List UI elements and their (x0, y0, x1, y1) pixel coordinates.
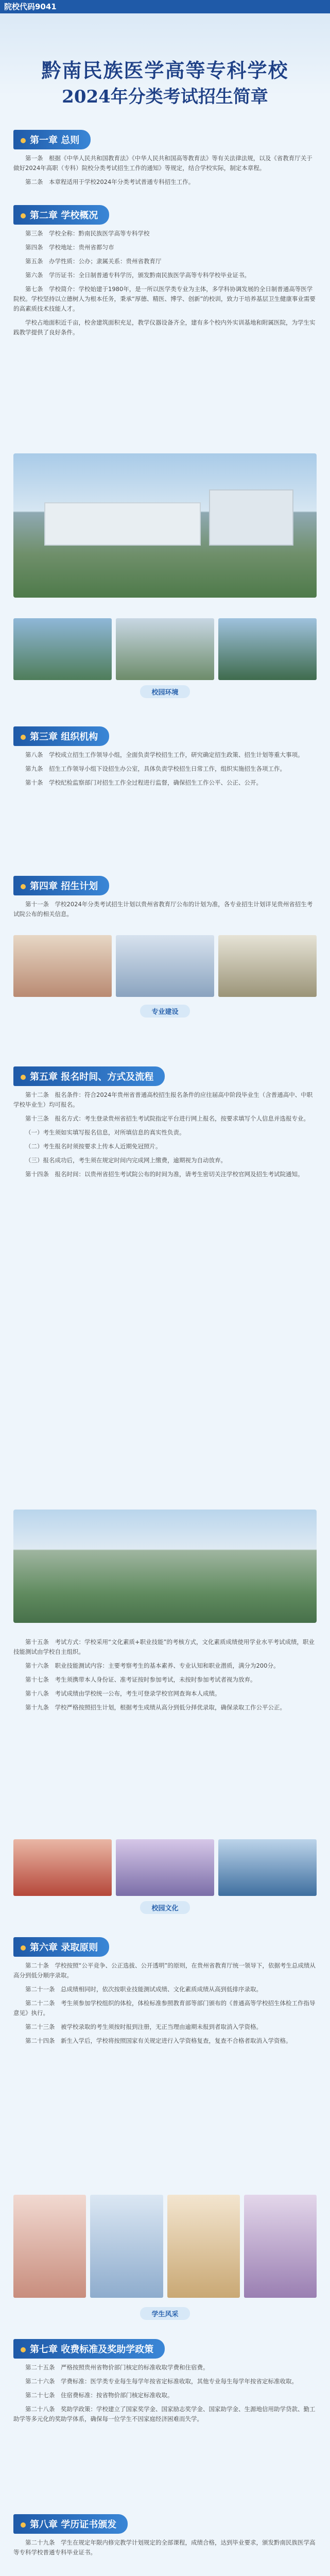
caption-students (0, 2307, 330, 2320)
chapter-3 (13, 726, 317, 788)
thumbnail (218, 935, 317, 997)
chapter-3-title (13, 726, 109, 746)
chapter-1-label: 第一章 总则 (30, 135, 80, 146)
ch6-paragraph: 第二十三条 被学校录取的考生须按时报到注册，无正当理由逾期未报到者取消入学资格。 (25, 2023, 262, 2030)
ch3-paragraph: 第八条 学校成立招生工作领导小组，全面负责学校招生工作，研究确定招生政策、招生计划等重大事项。 (25, 751, 304, 758)
building-shape (44, 502, 201, 546)
ch1-paragraph: 第二条 本章程适用于学校2024年分类考试普通专科招生工作。 (25, 178, 195, 185)
chapter-6-label: 第六章 录取原则 (30, 1942, 98, 1953)
campus-photo (13, 453, 317, 598)
flower-icon (21, 884, 26, 889)
ch5-paragraph: 第十八条 考试成绩由学校统一公布，考生可登录学校官网查询本人成绩。 (25, 1690, 221, 1697)
school-code-bar: 院校代码9041 (0, 0, 330, 13)
ch5-paragraph: （一）考生须如实填写报名信息，对所填信息的真实性负责。 (25, 1129, 185, 1136)
ch2-paragraph: 第六条 学历证书：全日制普通专科学历，颁发黔南民族医学高等专科学校毕业证书。 (25, 272, 250, 279)
flower-icon (21, 213, 26, 218)
chapter-4 (13, 876, 317, 919)
ch5-paragraph: 第十二条 报名条件：符合2024年贵州省普通高校招生报名条件的应往届高中阶段毕业生（含普通高中、中职学校毕业生）均可报名。 (13, 1091, 313, 1108)
thumbnail (13, 935, 112, 997)
chapter-7-title (13, 2339, 165, 2359)
chapter-2-title (13, 205, 109, 225)
ch7-paragraph: 第二十六条 学费标准：医学类专业每生每学年按省定标准收取，其他专业每生每学年按省定标准收取。 (25, 2378, 298, 2385)
thumbnail (244, 2195, 317, 2298)
ch5-paragraph: 第十三条 报名方式：考生登录贵州省招生考试院指定平台进行网上报名，按要求填写个人信息并选报专业。 (25, 1115, 309, 1122)
thumbnail (116, 1839, 214, 1896)
thumbnail (218, 618, 317, 680)
chapter-5-title (13, 1066, 165, 1086)
chapter-7 (13, 2339, 317, 2424)
caption-text: 专业建设 (140, 1005, 189, 1018)
ch2-paragraph: 第七条 学校简介：学校始建于1980年，是一所以医学类专业为主体，多学科协调发展的全日制普通高等医学院校。学校坚持以立德树人为根本任务，秉承“厚德、精医、博学、创新”的校训，致力于培养基层卫生健康事业需要的高素质技术技能人才。 (13, 285, 316, 312)
flower-icon (21, 2347, 26, 2352)
thumbnail (116, 935, 214, 997)
thumbnail (13, 618, 112, 680)
thumbnail (13, 1839, 112, 1896)
ch1-paragraph: 第一条 根据《中华人民共和国教育法》《中华人民共和国高等教育法》等有关法律法规，以及《省教育厅关于做好2024年高职（专科）院校分类考试招生工作的通知》等规定，结合学校实际，制定本章程。 (13, 155, 312, 172)
chapter-7-label: 第七章 收费标准及奖助学政策 (30, 2344, 154, 2355)
caption-text: 校园环境 (140, 685, 189, 698)
ch2-paragraph: 学校占地面积近千亩，校舍建筑面积充足，教学仪器设备齐全，建有多个校内外实训基地和附属医院，为学生实践教学提供了良好条件。 (13, 319, 316, 336)
title-school-name: 黔南民族医学高等专科学校 (41, 59, 289, 82)
campus-thumbnails (13, 618, 317, 680)
ch5-paragraph: 第十六条 职业技能测试内容：主要考察考生的基本素养、专业认知和职业潜质，满分为200分。 (25, 1662, 280, 1669)
ch5-paragraph: 第十五条 考试方式：学校采用“文化素质+职业技能”的考核方式，文化素质成绩使用学业水平考试成绩，职业技能测试由学校自主组织。 (13, 1638, 315, 1655)
chapter-8 (13, 2514, 317, 2557)
ch5-paragraph: （二）考生报名时须按要求上传本人近期免冠照片。 (25, 1143, 162, 1150)
caption-culture (0, 1901, 330, 1914)
ch3-paragraph: 第十条 学校纪检监察部门对招生工作全过程进行监督，确保招生工作公平、公正、公开。 (25, 779, 262, 786)
ch6-paragraph: 第二十二条 考生须参加学校组织的体检，体检标准参照教育部等部门颁布的《普通高等学校招生体检工作指导意见》执行。 (13, 1999, 316, 2016)
thumbnail (167, 2195, 240, 2298)
title-brochure: 2024年分类考试招生简章 (62, 87, 268, 107)
chapter-1 (13, 130, 317, 187)
thumbnail (13, 2195, 86, 2298)
ch4-paragraph: 第十一条 学校2024年分类考试招生计划以贵州省教育厅公布的计划为准，各专业招生计划详见贵州省招生考试院公布的相关信息。 (13, 901, 313, 918)
culture-thumbnails (13, 1839, 317, 1896)
ch7-paragraph: 第二十八条 奖助学政策：学校建立了国家奖学金、国家励志奖学金、国家助学金、生源地信用助学贷款、勤工助学等多元化的奖助学体系，确保每一位学生不因家庭经济困难而失学。 (13, 2405, 316, 2422)
ch5-paragraph: 第十七条 考生须携带本人身份证、准考证按时参加考试，未按时参加考试者视为放弃。 (25, 1676, 256, 1683)
chapter-5 (13, 1066, 317, 1179)
flower-icon (21, 2522, 26, 2528)
ch7-paragraph: 第二十五条 严格按照贵州省物价部门核定的标准收取学费和住宿费。 (25, 2364, 209, 2371)
ch2-paragraph: 第五条 办学性质：公办；隶属关系：贵州省教育厅 (25, 258, 162, 265)
caption-majors (0, 1005, 330, 1018)
ch6-paragraph: 第二十条 学校按照“公平竞争、公正选拔、公开透明”的原则，在贵州省教育厅统一领导下，依据考生总成绩从高分到低分顺序录取。 (13, 1962, 316, 1979)
chapter-8-label: 第八章 学历证书颁发 (30, 2519, 117, 2530)
campus-panorama (13, 1510, 317, 1623)
flower-icon (21, 735, 26, 740)
caption-campus (0, 685, 330, 698)
chapter-6-title (13, 1937, 109, 1957)
chapter-2 (13, 205, 317, 337)
header (0, 13, 330, 107)
chapter-3-label: 第三章 组织机构 (30, 732, 98, 742)
ch6-paragraph: 第二十四条 新生入学后，学校将按照国家有关规定进行入学资格复查，复查不合格者取消入学资格。 (25, 2037, 292, 2044)
ch6-paragraph: 第二十一条 总成绩相同时，依次按职业技能测试成绩、文化素质成绩从高到低排序录取。 (25, 1986, 262, 1993)
flower-icon (21, 1945, 26, 1951)
ch7-paragraph: 第二十七条 住宿费标准：按省物价部门核定标准收取。 (25, 2392, 173, 2399)
thumbnail (218, 1839, 317, 1896)
thumbnail (116, 618, 214, 680)
caption-text: 学生风采 (140, 2307, 189, 2320)
ch5-paragraph: 第十四条 报名时间：以贵州省招生考试院公布的时间为准，请考生密切关注学校官网及招生考试院通知。 (25, 1171, 304, 1178)
ch2-paragraph: 第三条 学校全称：黔南民族医学高等专科学校 (25, 230, 150, 237)
student-thumbnails (13, 2195, 317, 2298)
ch2-paragraph: 第四条 学校地址：贵州省都匀市 (25, 244, 114, 251)
flower-icon (21, 138, 26, 143)
flower-icon (21, 1075, 26, 1080)
chapter-6 (13, 1937, 317, 2046)
thumbnail (90, 2195, 163, 2298)
ch5-paragraph: 第十九条 学校严格按照招生计划，根据考生成绩从高分到低分择优录取，确保录取工作公平公正。 (25, 1704, 286, 1711)
chapter-1-title (13, 130, 91, 149)
building-shape (209, 489, 293, 546)
chapter-4-title (13, 876, 109, 895)
chapter-4-label: 第四章 招生计划 (30, 881, 98, 892)
major-thumbnails (13, 935, 317, 997)
ch3-paragraph: 第九条 招生工作领导小组下设招生办公室，具体负责学校招生日常工作，组织实施招生各项工作。 (25, 765, 286, 772)
ch8-paragraph: 第二十九条 学生在规定年限内修完教学计划规定的全部课程，成绩合格，达到毕业要求，颁发黔南民族医学高等专科学校普通专科毕业证书。 (13, 2539, 316, 2556)
caption-text: 校园文化 (140, 1901, 189, 1914)
chapter-5-label: 第五章 报名时间、方式及流程 (30, 1072, 154, 1082)
chapter-5-cont (13, 1633, 317, 1713)
chapter-8-title (13, 2514, 128, 2534)
chapter-2-label: 第二章 学校概况 (30, 210, 98, 221)
ch5-paragraph: （三）报名成功后，考生须在规定时间内完成网上缴费，逾期视为自动放弃。 (25, 1157, 227, 1164)
